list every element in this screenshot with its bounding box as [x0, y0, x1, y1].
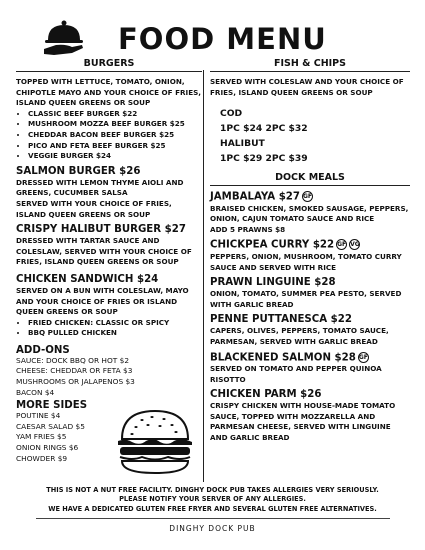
notice-line: WE HAVE A DEDICATED GLUTEN FREE FRYER AND SEVERAL GLUTEN FREE ALTERNATIVES. — [48, 504, 377, 513]
salmon-burger-sides: SERVED WITH YOUR CHOICE OF FRIES, ISLAND QUEEN GREENS OR SOUP — [16, 198, 172, 219]
list-item: • VEGGIE BURGER $24 — [28, 151, 202, 162]
cod-label: COD — [220, 108, 243, 120]
list-item: • FRIED CHICKEN: CLASSIC OR SPICY — [28, 318, 202, 329]
menu-header — [0, 10, 425, 60]
page-title: FOOD MENU — [118, 22, 327, 56]
dock-meal-name: PRAWN LINGUINE $28 — [210, 277, 336, 289]
dock-meal-desc: BRAISED CHICKEN, SMOKED SAUSAGE, PEPPERS, ONION, CAJUN TOMATO SAUCE AND RICE — [210, 203, 409, 224]
list-item: ONION RINGS $6 — [16, 443, 79, 453]
dock-meal-title — [210, 389, 410, 401]
footer-brand: DINGHY DOCK PUB — [169, 524, 256, 533]
chicken-sandwich-title: CHICKEN SANDWICH $24 — [16, 273, 159, 285]
left-column — [16, 58, 202, 464]
right-column — [210, 58, 410, 444]
list-item: CHOWDER $9 — [16, 453, 68, 463]
burger-icon — [112, 405, 198, 479]
list-item: • PICO AND FETA BEEF BURGER $25 — [28, 141, 202, 152]
vegan-icon: VG — [350, 241, 360, 249]
list-item: • CHEDDAR BACON BEEF BURGER $25 — [28, 130, 202, 141]
dock-meal-desc: PEPPERS, ONION, MUSHROOM, TOMATO CURRY SAUCE AND SERVED WITH RICE — [210, 251, 402, 272]
chicken-options — [16, 318, 202, 339]
burgers-heading: BURGERS — [16, 58, 202, 72]
halibut-label: HALIBUT — [220, 138, 265, 150]
dock-meal-name: BLACKENED SALMON $28 — [210, 352, 356, 364]
burger-list — [16, 109, 202, 162]
list-item: MUSHROOMS OR JALAPENOS $3 — [16, 377, 135, 387]
dock-meal-title — [210, 277, 410, 289]
dock-meals-heading: DOCK MEALS — [210, 172, 410, 186]
column-divider — [203, 70, 204, 482]
dock-meal-desc: SERVED ON TOMATO AND PEPPER QUINOA RISOTTO — [210, 364, 382, 384]
dock-meal-title — [210, 314, 410, 326]
fish-description: SERVED WITH COLESLAW AND YOUR CHOICE OF FRIES, ISLAND QUEEN GREENS OR SOUP — [210, 77, 404, 97]
dock-meal-name: PENNE PUTTANESCA $22 — [210, 314, 352, 326]
halibut-prices: 1PC $29 2PC $39 — [220, 153, 308, 165]
dock-meal-desc: CAPERS, OLIVES, PEPPERS, TOMATO SAUCE, PARMESAN, SERVED WITH GARLIC BREAD — [210, 326, 389, 346]
dock-meal-title — [210, 191, 410, 204]
list-item: YAM FRIES $5 — [16, 432, 67, 442]
notice-line: THIS IS NOT A NUT FREE FACILITY. DINGHY DOCK PUB TAKES ALLERGIES VERY SERIOUSLY. — [46, 486, 379, 494]
gluten-free-icon: GF — [337, 241, 347, 249]
list-item: CHEESE: CHEDDAR OR FETA $3 — [16, 366, 133, 376]
list-item: BACON $4 — [16, 387, 55, 397]
halibut-burger-desc: DRESSED WITH TARTAR SAUCE AND COLESLAW, SERVED WITH YOUR CHOICE OF FRIES, ISLAND QUEEN GREENS OR SOUP — [16, 236, 192, 267]
list-item: POUTINE $4 — [16, 411, 61, 421]
dock-meals-list — [210, 191, 410, 443]
cod-prices: 1PC $24 2PC $32 — [220, 123, 308, 135]
salmon-burger-desc: DRESSED WITH LEMON THYME AIOLI AND GREENS, CUCUMBER SALSA — [16, 177, 184, 198]
dock-meal-desc: ONION, TOMATO, SUMMER PEA PESTO, SERVED WITH GARLIC BREAD — [210, 289, 402, 309]
dock-meal-desc: CRISPY CHICKEN WITH HOUSE-MADE TOMATO SAUCE, TOPPED WITH MOZZARELLA AND PARMESAN CHEESE, SERVED WITH LINGUINE AND GARLIC BREAD — [210, 401, 396, 442]
allergy-notice — [0, 486, 425, 514]
list-item: • CLASSIC BEEF BURGER $22 — [28, 109, 202, 120]
dock-meal-name: JAMBALAYA $27 — [210, 191, 300, 203]
addons-heading: ADD-ONS — [16, 344, 70, 356]
dock-meal-name: CHICKPEA CURRY $22 — [210, 239, 335, 251]
dock-meal-title — [210, 239, 410, 252]
salmon-burger-title: SALMON BURGER $26 — [16, 165, 141, 177]
gluten-free-icon: GF — [358, 353, 368, 361]
list-item: CAESAR SALAD $5 — [16, 421, 85, 431]
dock-meal-name: CHICKEN PARM $26 — [210, 389, 322, 401]
dock-meal-title — [210, 352, 410, 365]
list-item: SAUCE: DOCK BBQ OR HOT $2 — [16, 355, 130, 365]
burgers-description: TOPPED WITH LETTUCE, TOMATO, ONION, CHIPOTLE MAYO AND YOUR CHOICE OF FRIES, ISLAND QUEEN GREENS OR SOUP — [16, 77, 202, 108]
footer-divider — [36, 518, 390, 519]
gluten-free-icon: GF — [302, 193, 312, 201]
dock-meal-extra: ADD 5 PRAWNS $8 — [210, 224, 286, 234]
chicken-sandwich-desc: SERVED ON A BUN WITH COLESLAW, MAYO AND YOUR CHOICE OF FRIES OR ISLAND QUEEN GREENS OR SOUP — [16, 285, 189, 317]
sides-heading: MORE SIDES — [16, 400, 88, 412]
notice-line: PLEASE NOTIFY YOUR SERVER OF ANY ALLERGIES. — [119, 495, 306, 504]
list-item: • BBQ PULLED CHICKEN — [28, 328, 202, 339]
halibut-burger-title: CRISPY HALIBUT BURGER $27 — [16, 224, 186, 236]
list-item: • MUSHROOM MOZZA BEEF BURGER $25 — [28, 119, 202, 130]
fish-prices — [220, 106, 410, 166]
cloche-hand-icon — [42, 18, 86, 60]
fish-heading: FISH & CHIPS — [210, 58, 410, 72]
